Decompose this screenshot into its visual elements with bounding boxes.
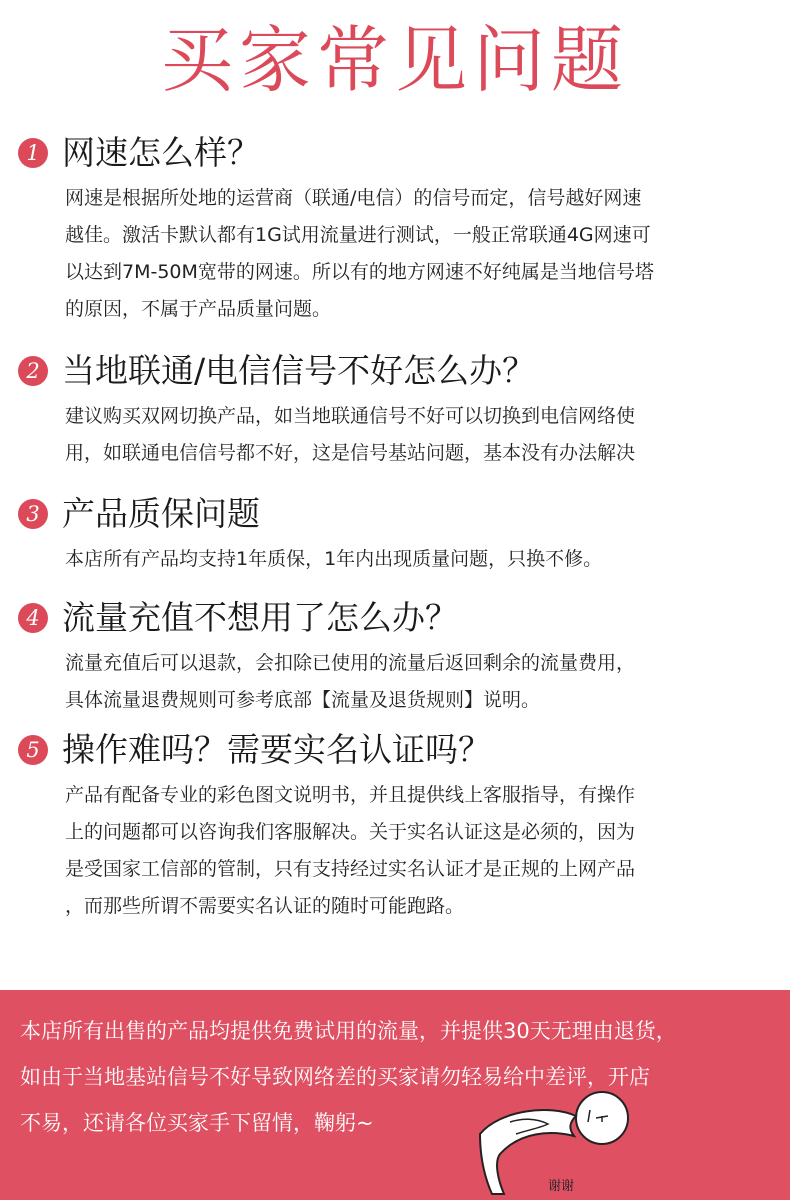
faq-question: 产品质保问题 [62, 494, 260, 533]
faq-item-2 [18, 346, 778, 472]
faq-heading [18, 489, 778, 539]
answer-line: 流量充值后可以退款，会扣除已使用的流量后返回剩余的流量费用， [65, 652, 636, 674]
answer-line: 越佳。激活卡默认都有1G试用流量进行测试，一般正常联通4G网速可 [65, 224, 651, 246]
page-title: 买家常见问题 [160, 18, 629, 102]
faq-heading [18, 346, 778, 396]
faq-question: 当地联通/电信信号不好怎么办？ [62, 351, 536, 390]
footer-line: 不易，还请各位买家手下留情，鞠躬~ [20, 1111, 374, 1135]
faq-heading [18, 593, 778, 643]
answer-line: ，而那些所谓不需要实名认证的随时可能跑路。 [65, 895, 465, 917]
footer-banner [0, 990, 790, 1200]
answer-line: 本店所有产品均支持1年质保，1年内出现质量问题，只换不修。 [65, 548, 603, 570]
answer-line: 用，如联通电信信号都不好，这是信号基站问题，基本没有办法解决 [65, 442, 636, 464]
number-badge: 1 [18, 138, 48, 168]
footer-line: 如由于当地基站信号不好导致网络差的买家请勿轻易给中差评，开店 [20, 1065, 650, 1089]
faq-item-5 [18, 725, 778, 925]
thanks-label: 谢谢 [548, 1179, 575, 1194]
faq-item-1 [18, 128, 778, 328]
answer-line: 产品有配备专业的彩色图文说明书，并且提供线上客服指导，有操作 [65, 784, 636, 806]
faq-answer [65, 777, 755, 925]
faq-heading [18, 725, 778, 775]
faq-item-3 [18, 489, 778, 578]
faq-answer [65, 398, 755, 472]
faq-question: 操作难吗？需要实名认证吗？ [62, 730, 491, 769]
faq-item-4 [18, 593, 778, 719]
answer-line: 上的问题都可以咨询我们客服解决。关于实名认证这是必须的，因为 [65, 821, 636, 843]
number-badge: 4 [18, 603, 48, 633]
faq-question: 流量充值不想用了怎么办？ [62, 598, 458, 637]
answer-line: 建议购买双网切换产品，如当地联通信号不好可以切换到电信网络使 [65, 405, 636, 427]
answer-line: 网速是根据所处地的运营商（联通/电信）的信号而定，信号越好网速 [65, 187, 642, 209]
faq-question: 网速怎么样？ [62, 133, 260, 172]
footer-notice [20, 1008, 780, 1146]
answer-line: 的原因，不属于产品质量问题。 [65, 298, 332, 320]
answer-line: 具体流量退费规则可参考底部【流量及退货规则】说明。 [65, 689, 541, 711]
footer-line: 本店所有出售的产品均提供免费试用的流量，并提供30天无理由退货， [20, 1019, 677, 1043]
faq-heading [18, 128, 778, 178]
faq-answer [65, 541, 755, 578]
faq-answer [65, 645, 755, 719]
number-badge: 5 [18, 735, 48, 765]
number-badge: 2 [18, 356, 48, 386]
faq-answer [65, 180, 755, 328]
answer-line: 是受国家工信部的管制，只有支持经过实名认证才是正规的上网产品 [65, 858, 636, 880]
number-badge: 3 [18, 499, 48, 529]
answer-line: 以达到7M-50M宽带的网速。所以有的地方网速不好纯属是当地信号塔 [65, 261, 654, 283]
